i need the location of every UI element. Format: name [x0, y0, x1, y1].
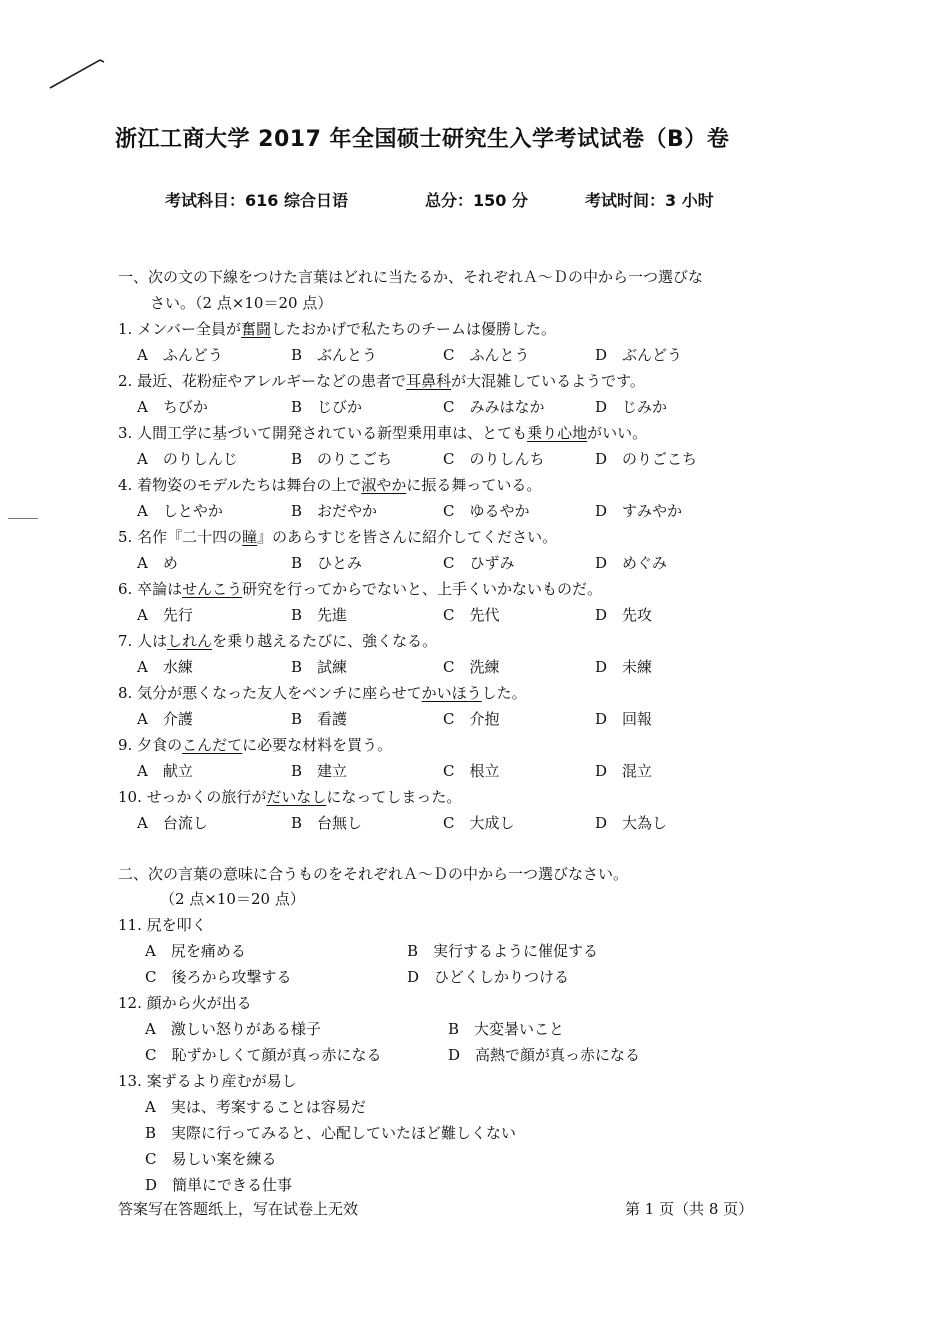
- scan-pen-stroke: [48, 52, 108, 92]
- question-13: 13. 案ずるより産むが易し: [118, 1072, 297, 1090]
- option-7c: C 洗練: [443, 658, 500, 676]
- section2-instruction: 二、次の言葉の意味に合うものをそれぞれＡ～Ｄの中から一つ選びなさい。: [118, 865, 629, 883]
- question-6: 6. 卒論はせんこう研究を行ってからでないと、上手くいかないものだ。: [118, 580, 602, 598]
- option-5c: C ひずみ: [443, 554, 515, 572]
- option-2b: B じびか: [291, 398, 363, 416]
- option-12d: D 高熱で顔が真っ赤になる: [448, 1046, 641, 1064]
- option-4a: A しとやか: [137, 502, 223, 520]
- question-1: 1. メンバー全員が奮闘したおかげで私たちのチームは優勝した。: [118, 320, 557, 338]
- option-4d: D すみやか: [595, 502, 683, 520]
- section1-instruction: 一、次の文の下線をつけた言葉はどれに当たるか、それぞれＡ～Ｄの中から一つ選びな: [118, 268, 704, 286]
- question-7: 7. 人はしれんを乗り越えるたびに、強くなる。: [118, 632, 438, 650]
- option-6a: A 先行: [137, 606, 193, 624]
- option-11b: B 実行するように催促する: [407, 942, 599, 960]
- footer-note: 答案写在答题纸上，写在试卷上无效: [118, 1200, 359, 1218]
- option-2d: D じみか: [595, 398, 668, 416]
- option-11a: A 尻を痛める: [145, 942, 246, 960]
- option-4c: C ゆるやか: [443, 502, 530, 520]
- option-9c: C 根立: [443, 762, 500, 780]
- option-13a: A 実は、考案することは容易だ: [145, 1098, 366, 1116]
- option-3d: D のりごこち: [595, 450, 698, 468]
- option-1c: C ふんとう: [443, 346, 530, 364]
- exam-title: 浙江工商大学 2017 年全国硕士研究生入学考试试卷（B）卷: [115, 127, 730, 152]
- option-10b: B 台無し: [291, 814, 363, 832]
- option-6c: C 先代: [443, 606, 500, 624]
- question-12: 12. 顔から火が出る: [118, 994, 252, 1012]
- question-9: 9. 夕食のこんだてに必要な材料を買う。: [118, 736, 393, 754]
- question-5: 5. 名作『二十四の瞳』のあらすじを皆さんに紹介してください。: [118, 528, 558, 546]
- option-1b: B ぶんとう: [291, 346, 378, 364]
- question-3: 3. 人間工学に基づいて開発されている新型乗用車は、とても乗り心地がいい。: [118, 424, 648, 442]
- option-8a: A 介護: [137, 710, 193, 728]
- option-13c: C 易しい案を練る: [145, 1150, 277, 1168]
- option-10a: A 台流し: [137, 814, 208, 832]
- option-5b: B ひとみ: [291, 554, 363, 572]
- question-2: 2. 最近、花粉症やアレルギーなどの患者で耳鼻科が大混雑しているようです。: [118, 372, 645, 390]
- section2-instruction-cont: （2 点×10＝20 点）: [160, 890, 305, 908]
- question-4: 4. 着物姿のモデルたちは舞台の上で淑やかに振る舞っている。: [118, 476, 542, 494]
- exam-time: 考试时间：3 小时: [585, 191, 714, 210]
- question-11: 11. 尻を叩く: [118, 916, 207, 934]
- option-5d: D めぐみ: [595, 554, 668, 572]
- option-9a: A 献立: [137, 762, 193, 780]
- option-12b: B 大変暑いこと: [448, 1020, 565, 1038]
- option-1d: D ぶんどう: [595, 346, 683, 364]
- option-3b: B のりこごち: [291, 450, 393, 468]
- option-7d: D 未練: [595, 658, 653, 676]
- option-6b: B 先進: [291, 606, 348, 624]
- option-12a: A 激しい怒りがある様子: [145, 1020, 321, 1038]
- option-10c: C 大成し: [443, 814, 515, 832]
- section1-instruction-cont: さい。（2 点×10＝20 点）: [150, 294, 333, 312]
- option-11c: C 後ろから攻撃する: [145, 968, 292, 986]
- question-10: 10. せっかくの旅行がだいなしになってしまった。: [118, 788, 462, 806]
- option-3c: C のりしんち: [443, 450, 545, 468]
- exam-subject: 考试科目：616 综合日语: [165, 191, 348, 210]
- option-4b: B おだやか: [291, 502, 378, 520]
- option-2c: C みみはなか: [443, 398, 545, 416]
- question-8: 8. 気分が悪くなった友人をベンチに座らせてかいほうした。: [118, 684, 527, 702]
- option-8b: B 看護: [291, 710, 348, 728]
- option-7a: A 水練: [137, 658, 193, 676]
- option-12c: C 恥ずかしくて顔が真っ赤になる: [145, 1046, 382, 1064]
- exam-total-score: 总分：150 分: [425, 191, 528, 210]
- option-3a: A のりしんじ: [137, 450, 238, 468]
- option-13d: D 簡単にできる仕事: [145, 1176, 293, 1194]
- option-8c: C 介抱: [443, 710, 500, 728]
- option-6d: D 先攻: [595, 606, 653, 624]
- option-8d: D 回報: [595, 710, 653, 728]
- option-1a: A ふんどう: [137, 346, 223, 364]
- option-7b: B 試練: [291, 658, 348, 676]
- option-10d: D 大為し: [595, 814, 668, 832]
- option-11d: D ひどくしかりつける: [407, 968, 570, 986]
- page-number: 第 1 页（共 8 页）: [625, 1200, 754, 1218]
- margin-dash: [8, 518, 38, 519]
- option-5a: A め: [137, 554, 178, 572]
- option-9d: D 混立: [595, 762, 653, 780]
- option-2a: A ちびか: [137, 398, 208, 416]
- option-13b: B 実際に行ってみると、心配していたほど難しくない: [145, 1124, 517, 1142]
- option-9b: B 建立: [291, 762, 348, 780]
